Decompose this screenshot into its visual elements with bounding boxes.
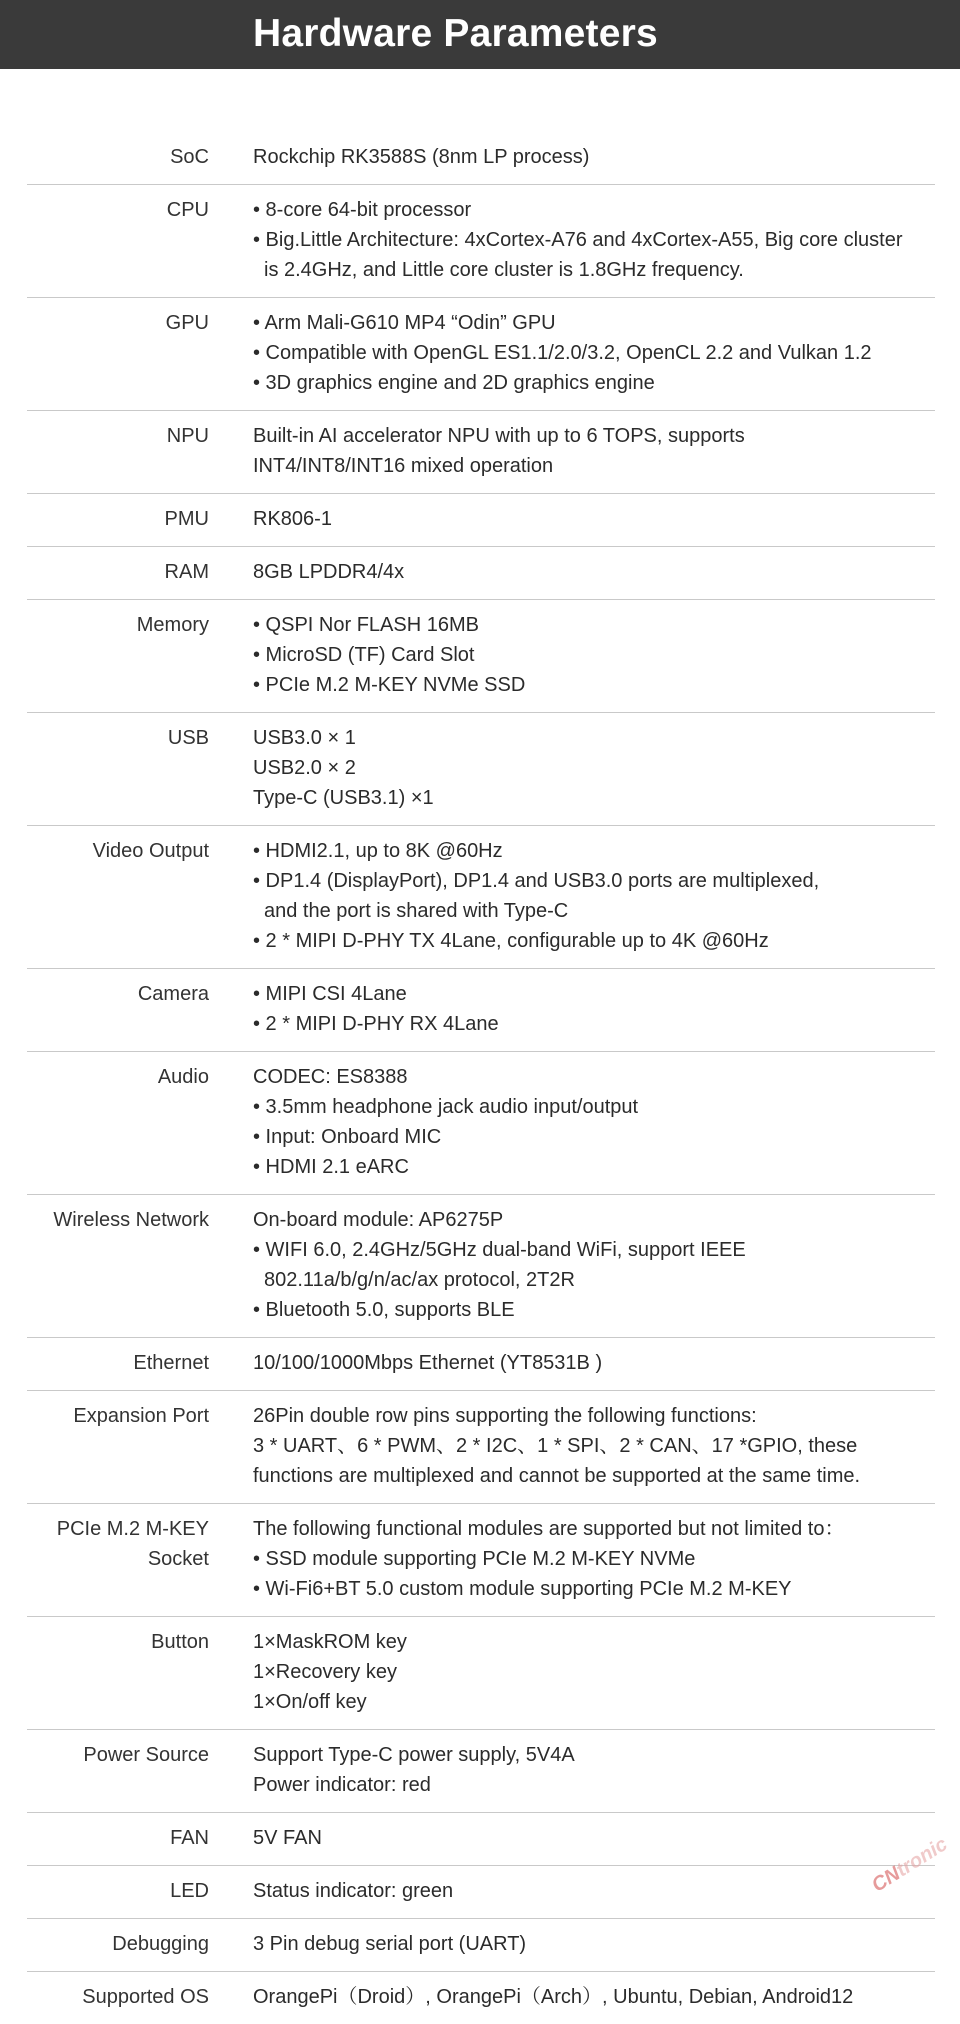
spec-value-line: Support Type-C power supply, 5V4A [253,1744,575,1766]
spec-label-line: USB [167,727,209,749]
spec-value-line: • Big.Little Architecture: 4xCortex-A76 and 4xCortex-A55, Big core cluster [253,229,903,251]
spec-label [27,1205,209,1235]
spec-label-line: Wireless Network [53,1209,209,1231]
spec-label-line: SoC [170,146,209,168]
spec-value [253,1514,935,1604]
spec-value-line: USB3.0 × 1 [253,727,356,749]
spec-value-line: • Arm Mali-G610 MP4 “Odin” GPU [253,312,556,334]
spec-table [27,132,935,2024]
spec-value-line: 1×MaskROM key [253,1631,407,1653]
spec-value [253,1205,935,1325]
spec-value-line: • HDMI2.1, up to 8K @60Hz [253,840,503,862]
spec-label-line: RAM [164,561,209,583]
spec-label [27,1876,209,1906]
spec-value [253,1062,935,1182]
spec-value [253,610,935,700]
spec-value [253,1823,935,1853]
spec-value [253,1401,935,1491]
spec-label [27,610,209,640]
spec-value [253,723,935,813]
spec-value-line: • WIFI 6.0, 2.4GHz/5GHz dual-band WiFi, support IEEE [253,1239,746,1261]
spec-value [253,504,935,534]
page-title: Hardware Parameters [253,12,658,55]
spec-value-line: • MIPI CSI 4Lane [253,983,407,1005]
watermark-prefix: CN [868,1862,905,1897]
spec-label [27,504,209,534]
spec-label-line: Socket [147,1548,209,1570]
spec-label [27,979,209,1009]
spec-value-line: OrangePi（Droid）, OrangePi（Arch）, Ubuntu, Debian, Android12 [253,1986,854,2008]
spec-label-line: CPU [166,199,209,221]
spec-label-line: NPU [166,425,209,447]
spec-value-line: • DP1.4 (DisplayPort), DP1.4 and USB3.0 ports are multiplexed, [253,870,820,892]
spec-label [27,1929,209,1959]
spec-value-line: RK806-1 [253,508,332,530]
spec-value-line: • Input: Onboard MIC [253,1126,442,1148]
spec-row [27,826,935,969]
spec-row [27,185,935,298]
spec-row [27,1813,935,1866]
spec-label-line: PCIe M.2 M-KEY [56,1518,209,1540]
spec-label-line: Memory [136,614,209,636]
spec-row [27,1195,935,1338]
header-bar [0,0,960,69]
spec-value-line: Power indicator: red [253,1774,431,1796]
spec-row [27,1052,935,1195]
spec-value [253,1627,935,1717]
spec-label [27,1062,209,1092]
spec-value [253,195,935,285]
spec-value-line: • 3.5mm headphone jack audio input/output [253,1096,639,1118]
spec-row [27,411,935,494]
spec-row [27,969,935,1052]
spec-label [27,1401,209,1431]
spec-label-line: GPU [165,312,209,334]
spec-value [253,308,935,398]
spec-value-line: • Compatible with OpenGL ES1.1/2.0/3.2, OpenCL 2.2 and Vulkan 1.2 [253,342,872,364]
spec-value-line: is 2.4GHz, and Little core cluster is 1.8GHz frequency. [264,259,744,281]
spec-row [27,1730,935,1813]
spec-value [253,1348,935,1378]
spec-label-line: Audio [157,1066,209,1088]
spec-row [27,132,935,185]
spec-label-line: Power Source [83,1744,209,1766]
spec-label [27,1740,209,1770]
spec-row [27,713,935,826]
spec-value-line: 1×On/off key [253,1691,367,1713]
spec-row [27,1972,935,2024]
spec-value-line: • 2 * MIPI D-PHY TX 4Lane, configurable up to 4K @60Hz [253,930,769,952]
spec-value-line: • MicroSD (TF) Card Slot [253,644,475,666]
spec-value-line: On-board module: AP6275P [253,1209,504,1231]
spec-label [27,723,209,753]
spec-label [27,1514,209,1574]
spec-label-line: Debugging [112,1933,209,1955]
spec-label-line: Ethernet [133,1352,209,1374]
spec-label-line: Video Output [92,840,209,862]
spec-row [27,1338,935,1391]
spec-label-line: FAN [170,1827,209,1849]
spec-value [253,557,935,587]
spec-value [253,1929,935,1959]
spec-label [27,421,209,451]
spec-value-line: USB2.0 × 2 [253,757,356,779]
spec-value-line: 26Pin double row pins supporting the following functions: [253,1405,757,1427]
spec-value [253,1740,935,1800]
spec-value-line: 3 * UART、6 * PWM、2 * I2C、1 * SPI、2 * CAN、17 *GPIO, these [253,1435,858,1457]
spec-value-line: • HDMI 2.1 eARC [253,1156,409,1178]
spec-row [27,1504,935,1617]
spec-row [27,547,935,600]
spec-value-line: • 8-core 64-bit processor [253,199,472,221]
spec-value [253,1876,935,1906]
spec-value [253,836,935,956]
spec-label [27,1627,209,1657]
spec-row [27,1391,935,1504]
spec-value-line: 8GB LPDDR4/4x [253,561,405,583]
spec-label [27,142,209,172]
spec-value-line: • Bluetooth 5.0, supports BLE [253,1299,515,1321]
spec-value-line: • 2 * MIPI D-PHY RX 4Lane [253,1013,499,1035]
spec-row [27,1866,935,1919]
spec-row [27,600,935,713]
spec-value-line: 10/100/1000Mbps Ethernet (YT8531B ) [253,1352,603,1374]
spec-label [27,557,209,587]
spec-row [27,494,935,547]
spec-value-line: • SSD module supporting PCIe M.2 M-KEY NVMe [253,1548,696,1570]
spec-label-line: LED [170,1880,209,1902]
spec-value [253,421,935,481]
spec-label-line: PMU [164,508,209,530]
spec-value-line: Type-C (USB3.1) ×1 [253,787,434,809]
spec-label-line: Expansion Port [73,1405,209,1427]
spec-label-line: Camera [137,983,209,1005]
spec-label [27,836,209,866]
spec-label [27,308,209,338]
spec-label-line: Button [151,1631,209,1653]
watermark-suffix: tronic [892,1833,952,1882]
spec-value-line: functions are multiplexed and cannot be supported at the same time. [253,1465,861,1487]
spec-value-line: and the port is shared with Type-C [264,900,569,922]
spec-row [27,1617,935,1730]
spec-row [27,298,935,411]
spec-value-line: 5V FAN [253,1827,322,1849]
spec-label [27,1982,209,2012]
spec-value-line: Built-in AI accelerator NPU with up to 6 TOPS, supports [253,425,745,447]
spec-value [253,979,935,1039]
spec-value-line: The following functional modules are supported but not limited to： [253,1518,845,1540]
spec-value-line: CODEC: ES8388 [253,1066,408,1088]
spec-value-line: • PCIe M.2 M-KEY NVMe SSD [253,674,526,696]
spec-value-line: • 3D graphics engine and 2D graphics engine [253,372,655,394]
spec-value-line: • Wi-Fi6+BT 5.0 custom module supporting PCIe M.2 M-KEY [253,1578,792,1600]
spec-value [253,142,935,172]
spec-label [27,1823,209,1853]
spec-value-line: • QSPI Nor FLASH 16MB [253,614,479,636]
spec-label [27,1348,209,1378]
spec-label-line: Supported OS [82,1986,209,2008]
spec-value-line: 1×Recovery key [253,1661,397,1683]
spec-value-line: 3 Pin debug serial port (UART) [253,1933,527,1955]
spec-label [27,195,209,225]
spec-value-line: INT4/INT8/INT16 mixed operation [253,455,554,477]
spec-value-line: 802.11a/b/g/n/ac/ax protocol, 2T2R [264,1269,575,1291]
spec-value-line: Status indicator: green [253,1880,454,1902]
spec-value [253,1982,935,2012]
spec-value-line: Rockchip RK3588S (8nm LP process) [253,146,590,168]
